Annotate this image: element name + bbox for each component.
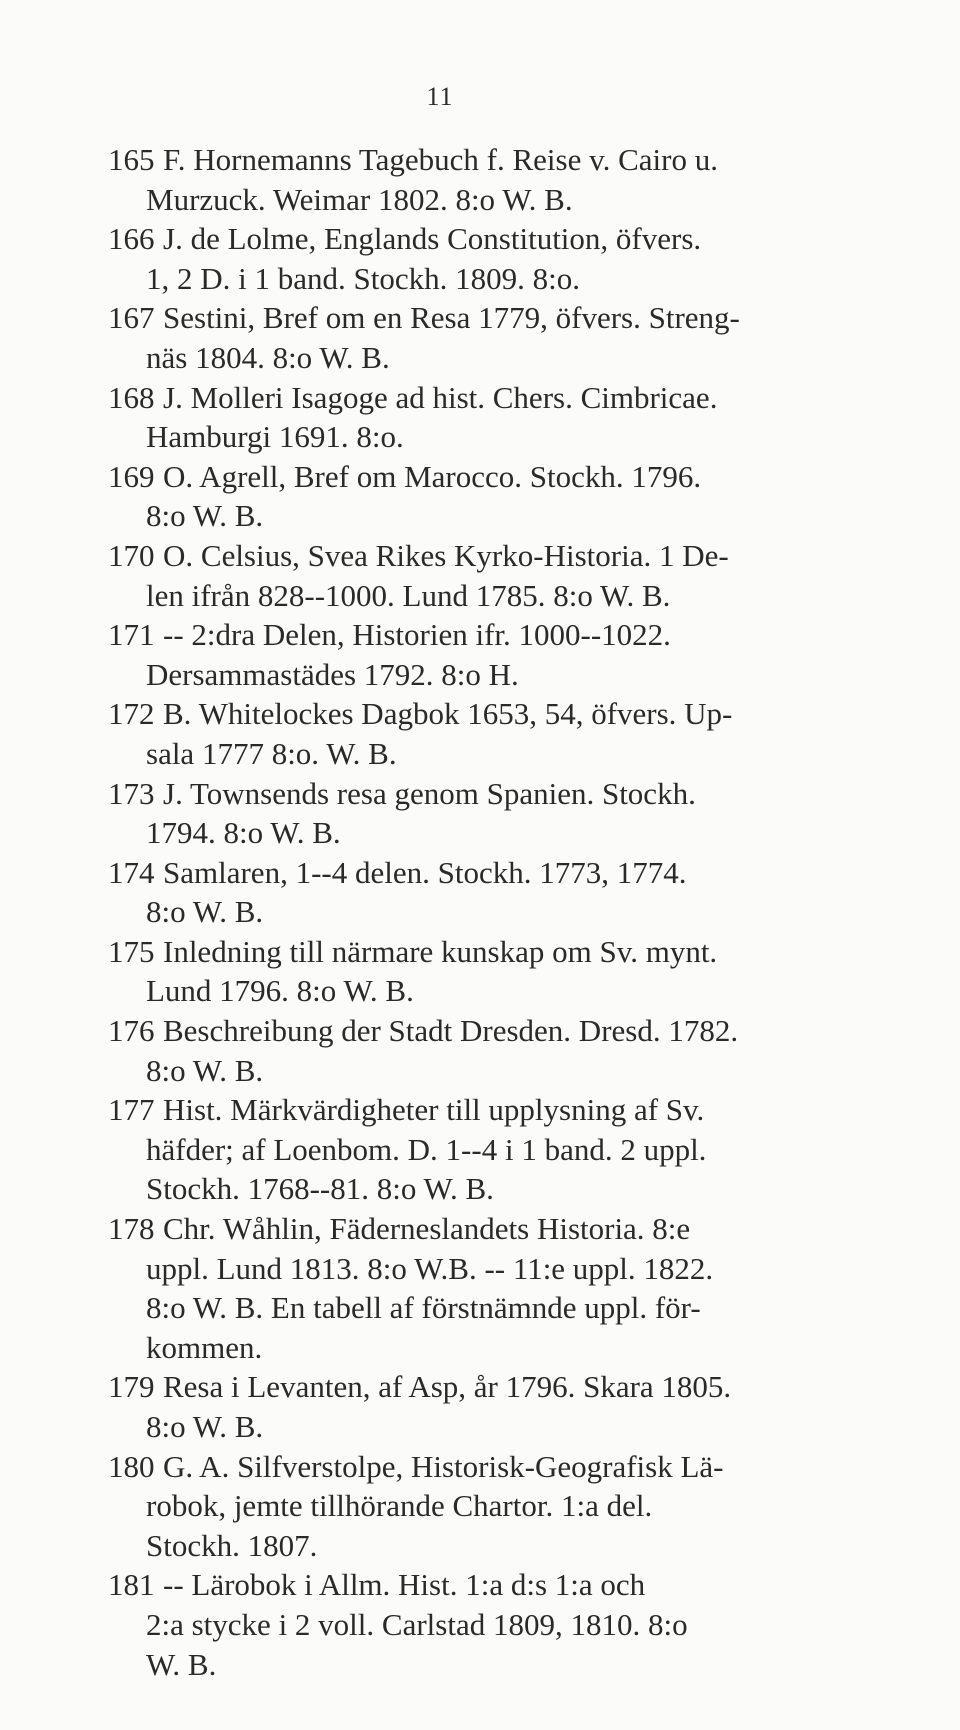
catalog-entry [0, 853, 960, 932]
entry-text-continuation: 8:o W. B. [146, 1409, 264, 1444]
entry-number: 168 [108, 379, 155, 415]
catalog-entry [0, 932, 960, 1011]
catalog-entry [0, 1090, 960, 1209]
catalog-entry [0, 1209, 960, 1367]
entry-number: 172 [108, 696, 155, 732]
entry-number: 173 [108, 775, 155, 811]
entry-text-continuation: Stockh. 1807. [146, 1527, 318, 1563]
page-number: 11 [426, 82, 454, 111]
catalog-entry [0, 694, 960, 773]
catalog-entry [0, 1565, 960, 1684]
entry-text-continuation: W. B. [146, 1646, 217, 1682]
entry-number: 171 [108, 617, 155, 653]
entry-text-continuation: kommen. [146, 1329, 263, 1365]
entry-number: 177 [108, 1092, 155, 1128]
entry-text-continuation: 1794. 8:o W. B. [146, 815, 341, 851]
entry-text-continuation: 1, 2 D. i 1 band. Stockh. 1809. 8:o. [146, 260, 580, 296]
catalog-entry [0, 1367, 960, 1446]
catalog-entry [0, 378, 960, 457]
entry-text: Beschreibung der Stadt Dresden. Dresd. 1782. [163, 1013, 739, 1049]
entry-text-continuation: häfder; af Loenbom. D. 1--4 i 1 band. 2 uppl. [146, 1131, 707, 1167]
entry-number: 180 [108, 1448, 155, 1484]
entry-text: Samlaren, 1--4 delen. Stockh. 1773, 1774. [163, 854, 687, 890]
entry-number: 165 [108, 142, 155, 177]
entry-text: Inledning till närmare kunskap om Sv. mynt. [163, 933, 718, 969]
entry-number: 170 [108, 537, 155, 573]
entry-text-continuation: 8:o W. B. [146, 894, 264, 930]
entry-text-continuation: 8:o W. B. En tabell af förstnämnde uppl. för- [146, 1290, 701, 1326]
catalog-entry [0, 774, 960, 853]
entry-text: O. Celsius, Svea Rikes Kyrko-Historia. 1 De- [163, 537, 729, 573]
entry-number: 181 [108, 1567, 155, 1603]
entry-text: G. A. Silfverstolpe, Historisk-Geografisk Lä- [163, 1448, 724, 1484]
catalog-entry [0, 298, 960, 377]
entry-text: J. de Lolme, Englands Constitution, öfvers. [163, 221, 702, 257]
entry-text-continuation: Lund 1796. 8:o W. B. [146, 973, 414, 1009]
entry-number: 175 [108, 933, 155, 969]
entry-text-continuation: robok, jemte tillhörande Chartor. 1:a del. [146, 1488, 653, 1524]
entry-text-continuation: Hamburgi 1691. 8:o. [146, 419, 404, 455]
entry-text-continuation: sala 1777 8:o. W. B. [146, 735, 397, 771]
catalog-entry [0, 457, 960, 536]
entry-text-continuation: 8:o W. B. [146, 1052, 264, 1088]
catalog-list [0, 140, 960, 1684]
entry-text: Chr. Wåhlin, Fäderneslandets Historia. 8:e [163, 1211, 691, 1247]
catalog-entry [0, 140, 960, 219]
catalog-entry [0, 615, 960, 694]
entry-number: 166 [108, 221, 155, 257]
entry-number: 167 [108, 300, 155, 336]
entry-number: 178 [108, 1211, 155, 1247]
entry-text-continuation: näs 1804. 8:o W. B. [146, 339, 390, 375]
entry-text-continuation: Stockh. 1768--81. 8:o W. B. [146, 1171, 494, 1207]
entry-text: J. Molleri Isagoge ad hist. Chers. Cimbricae. [163, 379, 718, 415]
entry-text-continuation: 8:o W. B. [146, 498, 264, 534]
entry-number: 174 [108, 854, 155, 890]
entry-text: Hist. Märkvärdigheter till upplysning af Sv. [163, 1092, 705, 1128]
catalog-entry [0, 536, 960, 615]
entry-text: O. Agrell, Bref om Marocco. Stockh. 1796. [163, 458, 702, 494]
catalog-entry [0, 1011, 960, 1090]
entry-text: F. Hornemanns Tagebuch f. Reise v. Cairo u. [163, 142, 718, 177]
entry-text-continuation: uppl. Lund 1813. 8:o W.B. -- 11:e uppl. 1822. [146, 1250, 714, 1286]
entry-text-continuation: Murzuck. Weimar 1802. 8:o W. B. [146, 181, 573, 217]
entry-number: 179 [108, 1369, 155, 1405]
entry-text: -- 2:dra Delen, Historien ifr. 1000--1022. [163, 617, 671, 653]
entry-text: Sestini, Bref om en Resa 1779, öfvers. Streng- [163, 300, 740, 336]
catalog-entry [0, 219, 960, 298]
catalog-entry [0, 1447, 960, 1566]
entry-text-continuation: 2:a stycke i 2 voll. Carlstad 1809, 1810. 8:o [146, 1606, 688, 1642]
entry-text: -- Lärobok i Allm. Hist. 1:a d:s 1:a och [163, 1567, 646, 1603]
entry-text: B. Whitelockes Dagbok 1653, 54, öfvers. Up- [163, 696, 733, 732]
entry-text-continuation: len ifrån 828--1000. Lund 1785. 8:o W. B. [146, 577, 671, 613]
entry-text-continuation: Dersammastädes 1792. 8:o H. [146, 656, 519, 692]
entry-text: Resa i Levanten, af Asp, år 1796. Skara 1805. [163, 1369, 732, 1405]
entry-number: 169 [108, 458, 155, 494]
entry-text: J. Townsends resa genom Spanien. Stockh. [163, 775, 696, 811]
entry-number: 176 [108, 1013, 155, 1049]
